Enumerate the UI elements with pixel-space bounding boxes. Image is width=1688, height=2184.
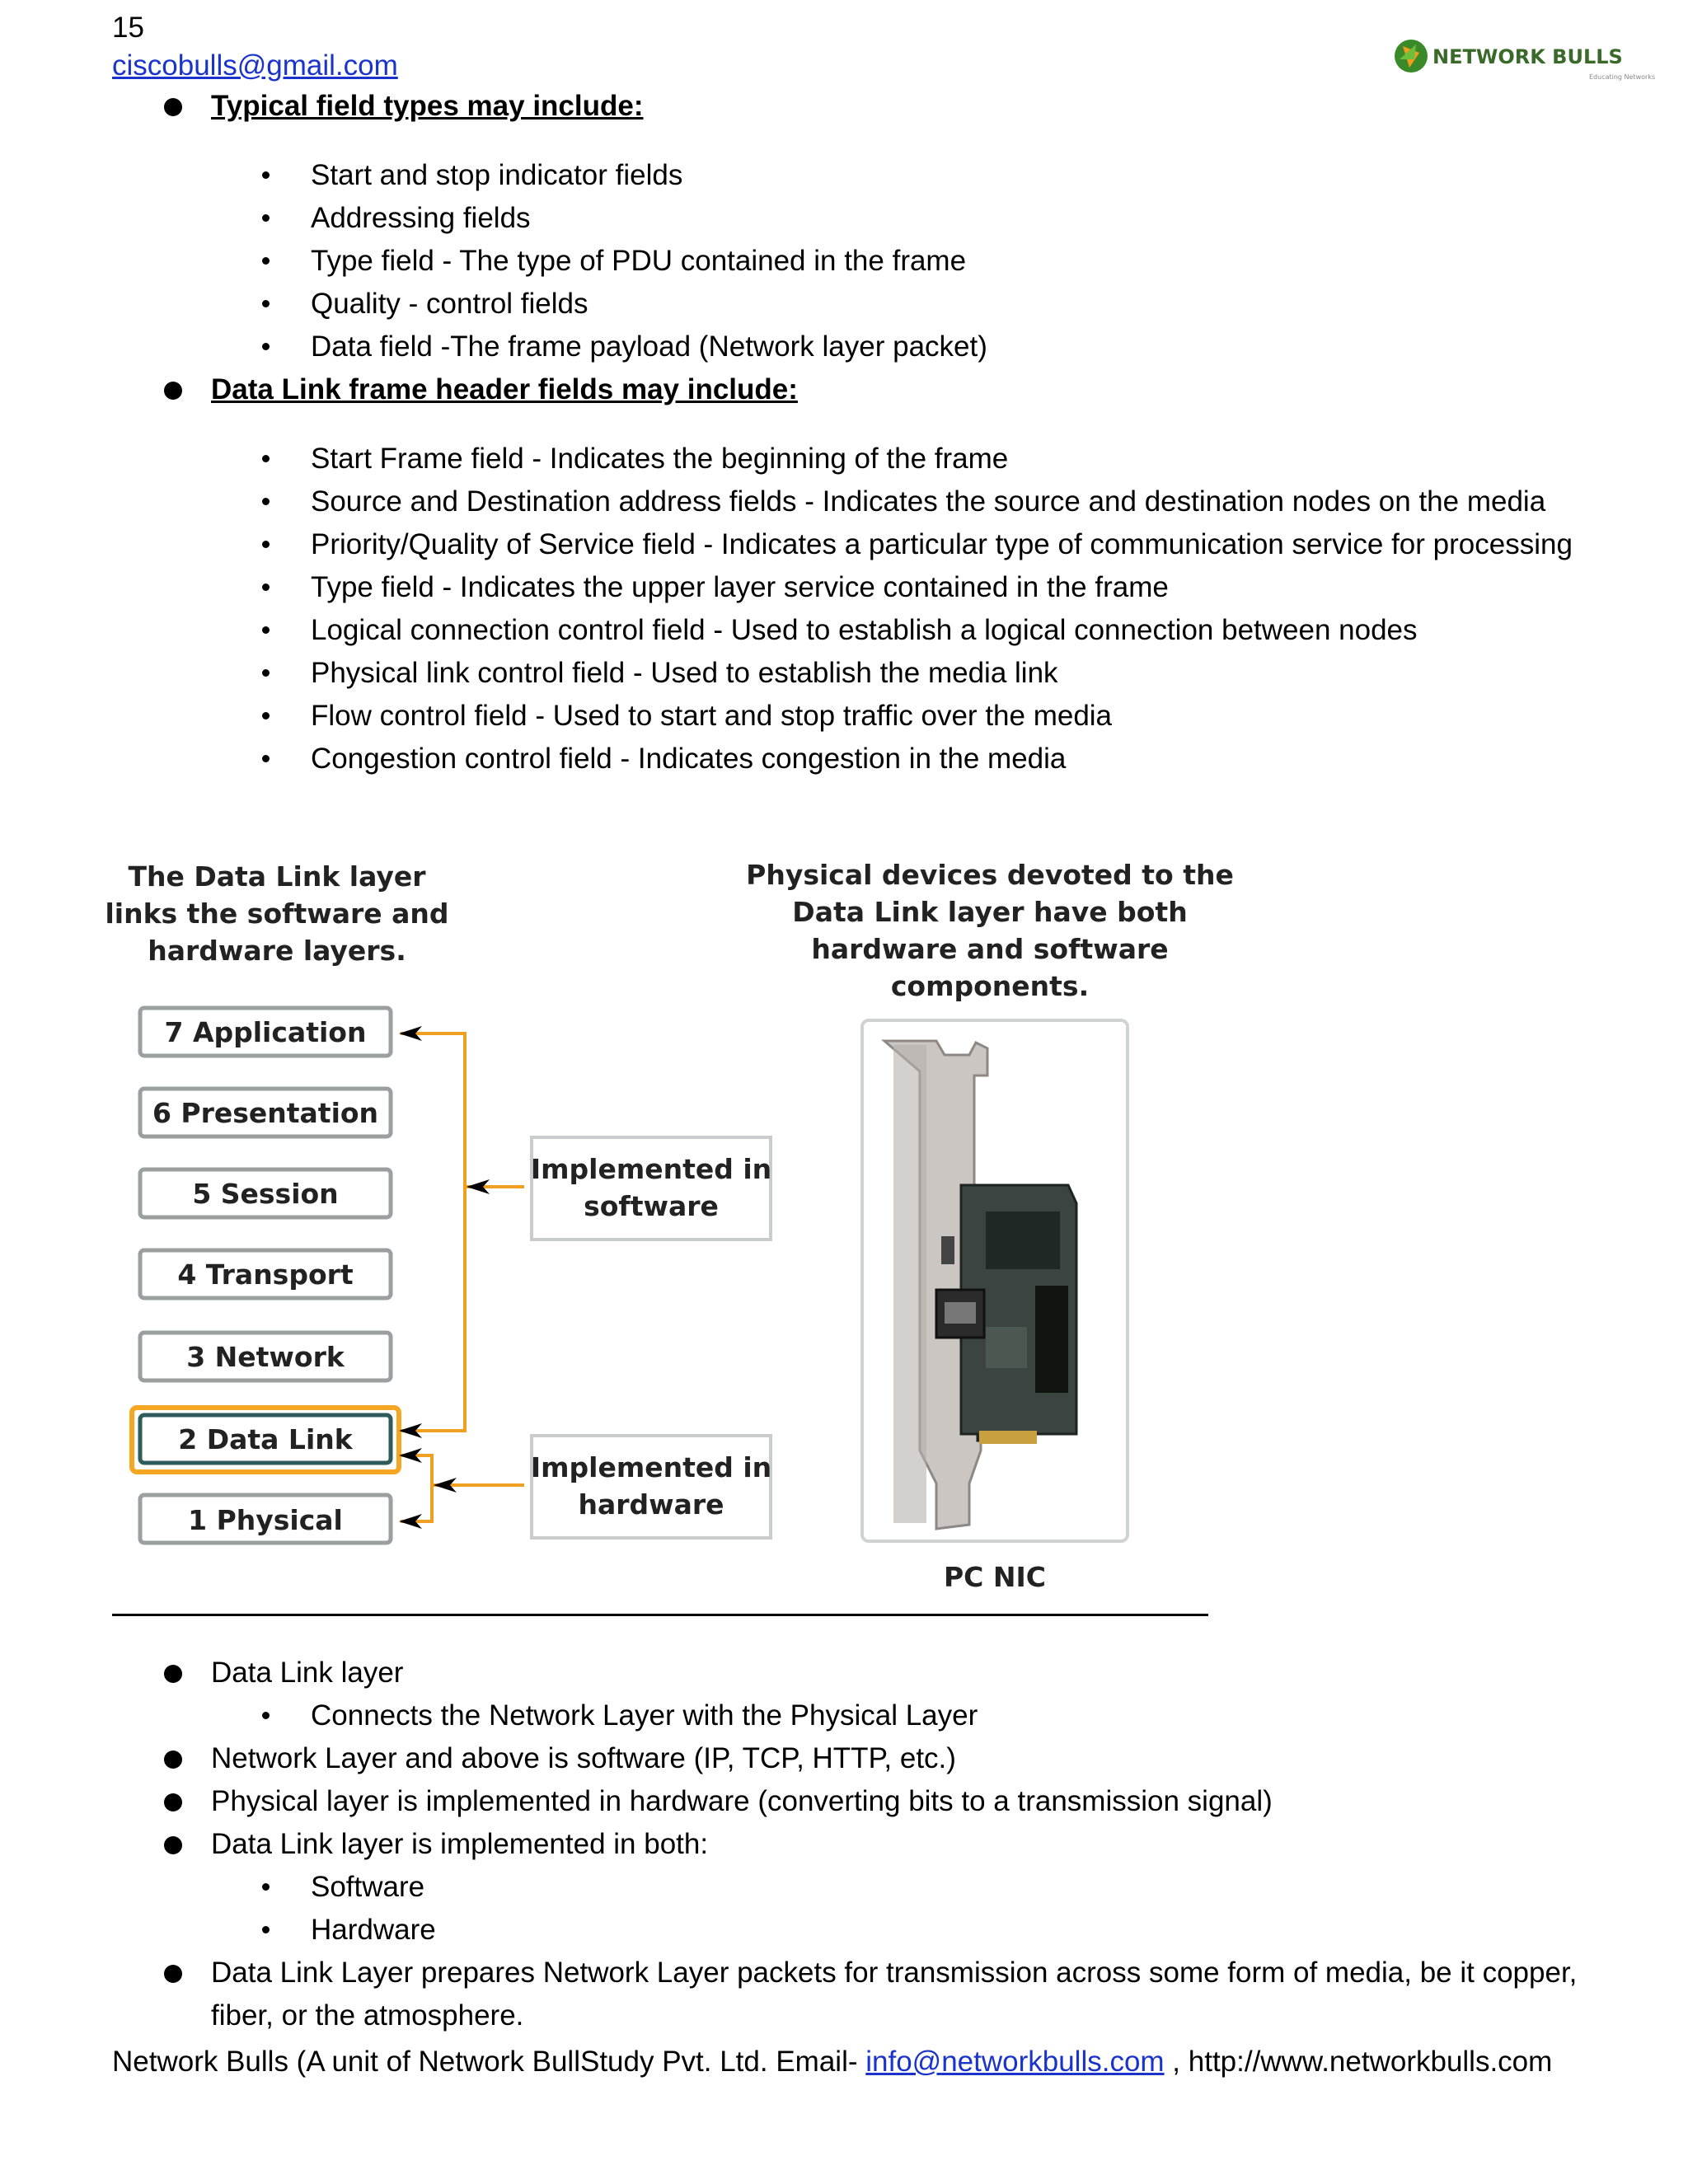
layer-label: 6 Presentation [152,1097,379,1129]
layer-box [140,1250,391,1298]
page-footer [112,2046,1552,2079]
layer-box [140,1089,391,1137]
list-item: Logical connection control field - Used to establish a logical connection between nodes [0,609,1688,652]
list-item: Type field - Indicates the upper layer service contained in the frame [0,566,1688,609]
right-caption-line: hardware and software [811,933,1169,965]
layer-box-highlighted [132,1408,399,1472]
list-item: Priority/Quality of Service field - Indicates a particular type of communication service for processing [0,523,1688,566]
logo-text: NETWORK BULLS [1432,45,1623,68]
left-caption-line: links the software and [105,898,449,930]
page-number: 15 [112,12,144,44]
list-item: Data Link Layer prepares Network Layer packets for transmission across some form of media, be it copper, fiber, or the atmosphere. [0,1952,1688,2037]
list-item: Quality - control fields [0,283,1688,326]
list-item-text: Data Link layer is implemented in both: [211,1828,709,1860]
list-item: Physical link control field - Used to establish the media link [0,652,1688,695]
layer-label: 4 Transport [177,1258,354,1291]
list-item [0,368,1688,780]
layer-label: 3 Network [186,1341,345,1373]
data-link-summary-list [0,1652,1688,2037]
layer-label: 7 Application [164,1016,367,1048]
software-connector [401,1033,524,1431]
list-item [0,85,1688,368]
section-heading: Data Link frame header fields may include: [211,373,798,405]
section-heading: Typical field types may include: [211,90,644,122]
layer-box [140,1169,391,1217]
left-caption-line: hardware layers. [148,935,406,967]
hardware-box-line: Implemented in [530,1451,772,1483]
software-box-line: Implemented in [530,1153,772,1185]
list-item-text: Data Link layer [211,1657,404,1689]
list-item: Data field -The frame payload (Network layer packet) [0,326,1688,368]
footer-suffix: , http://www.networkbulls.com [1164,2046,1553,2078]
right-caption-line: components. [890,970,1090,1002]
list-item: Start and stop indicator fields [0,154,1688,197]
pc-nic-image [862,1020,1128,1593]
list-item [0,1652,1688,1737]
software-box [531,1137,771,1240]
software-box-line: software [584,1190,719,1222]
horizontal-rule [112,1614,1208,1616]
footer-prefix: Network Bulls (A unit of Network BullStudy Pvt. Ltd. Email- [112,2046,866,2078]
layer-label: 5 Session [192,1178,339,1210]
list-item: Start Frame field - Indicates the beginning of the frame [0,438,1688,480]
list-item: Software [0,1866,1688,1909]
field-types-list [0,85,1688,780]
layer-box [140,1495,391,1543]
header-email-link[interactable]: ciscobulls@gmail.com [112,49,398,82]
list-item: Congestion control field - Indicates congestion in the media [0,738,1688,780]
list-item: Connects the Network Layer with the Physical Layer [0,1694,1688,1737]
list-item: Addressing fields [0,197,1688,240]
right-caption-line: Physical devices devoted to the [746,859,1234,891]
footer-email-link[interactable]: info@networkbulls.com [865,2046,1165,2078]
hardware-box [531,1436,771,1538]
list-item: Network Layer and above is software (IP, TCP, HTTP, etc.) [0,1737,1688,1780]
list-item: Hardware [0,1909,1688,1952]
list-item: Type field - The type of PDU contained in the frame [0,240,1688,283]
hardware-box-line: hardware [578,1488,724,1521]
list-item: Physical layer is implemented in hardware (converting bits to a transmission signal) [0,1780,1688,1823]
layer-box [140,1008,391,1056]
layer-box [140,1333,391,1380]
bull-logo-icon [1391,35,1656,82]
list-item: Flow control field - Used to start and stop traffic over the media [0,695,1688,738]
left-caption-line: The Data Link layer [128,860,426,893]
logo-tagline: Educating Networks [1589,73,1656,81]
nic-label: PC NIC [943,1561,1047,1593]
right-caption-line: Data Link layer have both [792,896,1188,928]
osi-layer-stack [132,1008,399,1543]
layer-label: 1 Physical [188,1504,343,1536]
layer-label: 2 Data Link [178,1423,353,1455]
osi-data-link-diagram [105,857,1234,1615]
list-item [0,1823,1688,1952]
list-item: Source and Destination address fields - Indicates the source and destination nodes on the media [0,480,1688,523]
network-bulls-logo [1391,35,1656,82]
hardware-connector [401,1455,524,1521]
